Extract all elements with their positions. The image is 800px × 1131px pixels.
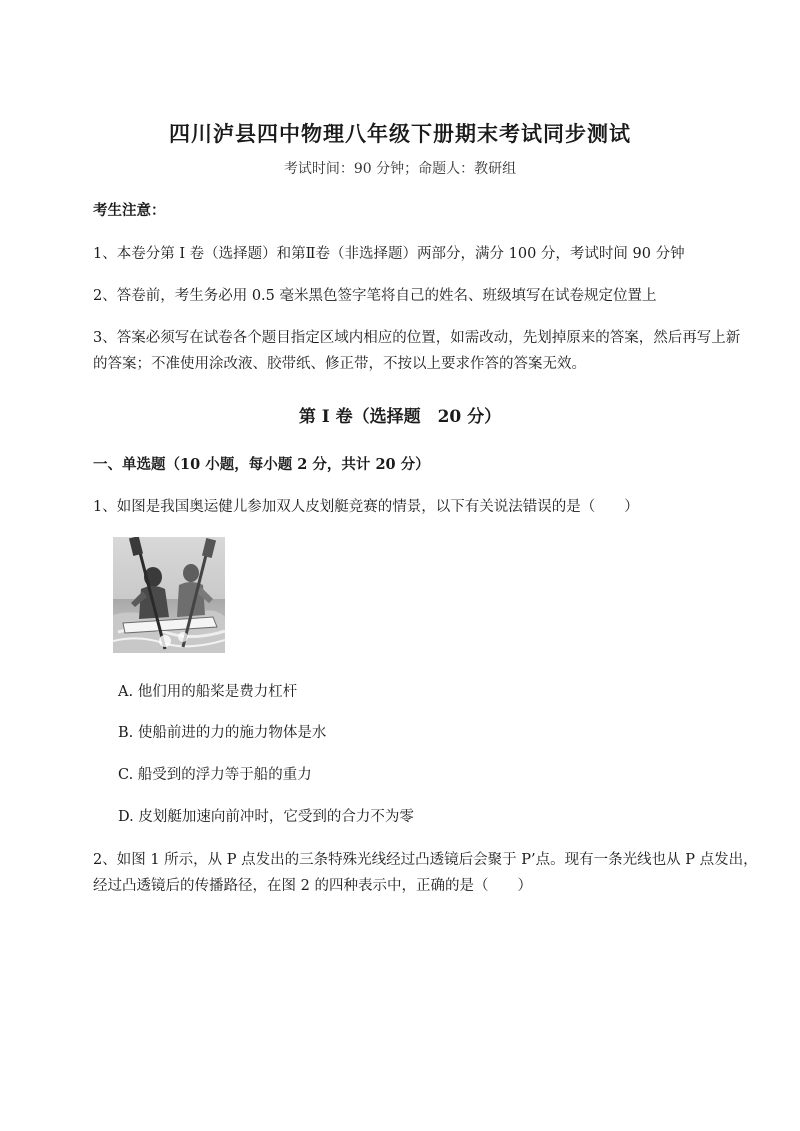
notice-item-1: 1、本卷分第 I 卷（选择题）和第Ⅱ卷（非选择题）两部分，满分 100 分，考试时间 90 分钟 — [93, 246, 685, 262]
option-c: C. 船受到的浮力等于船的重力 — [118, 767, 312, 783]
option-d: D. 皮划艇加速向前冲时，它受到的合力不为零 — [118, 809, 414, 825]
notice-item-2: 2、答卷前，考生务必用 0.5 毫米黑色签字笔将自己的姓名、班级填写在试卷规定位置上 — [93, 288, 657, 304]
option-b: B. 使船前进的力的施力物体是水 — [118, 725, 327, 741]
exam-title: 四川泸县四中物理八年级下册期末考试同步测试 — [169, 121, 631, 146]
section-title: 第 I 卷（选择题 20 分） — [298, 407, 502, 427]
notice-item-3: 3、答案必须写在试卷各个题目指定区域内相应的位置，如需改动，先划掉原来的答案，然后再写上新 — [93, 330, 741, 346]
kayak-race-photo — [113, 537, 225, 653]
part-heading: 一、单选题（10 小题，每小题 2 分，共计 20 分） — [93, 456, 430, 473]
notice-heading: 考生注意： — [93, 202, 166, 219]
question-1-stem: 1、如图是我国奥运健儿参加双人皮划艇竞赛的情景，以下有关说法错误的是（ ） — [93, 499, 639, 515]
question-2-stem-line-1: 2、如图 1 所示，从 P 点发出的三条特殊光线经过凸透镜后会聚于 P’点。现有一条光线也从 P 点发出， — [93, 852, 758, 868]
exam-subtitle: 考试时间：90 分钟；命题人：教研组 — [283, 161, 517, 177]
question-2-stem-line-2: 经过凸透镜后的传播路径，在图 2 的四种表示中，正确的是（ ） — [93, 878, 532, 894]
kayak-photo-illustration — [113, 537, 225, 653]
option-a: A. 他们用的船桨是费力杠杆 — [118, 684, 298, 700]
notice-item-3-continued: 的答案；不准使用涂改液、胶带纸、修正带，不按以上要求作答的答案无效。 — [93, 356, 586, 372]
